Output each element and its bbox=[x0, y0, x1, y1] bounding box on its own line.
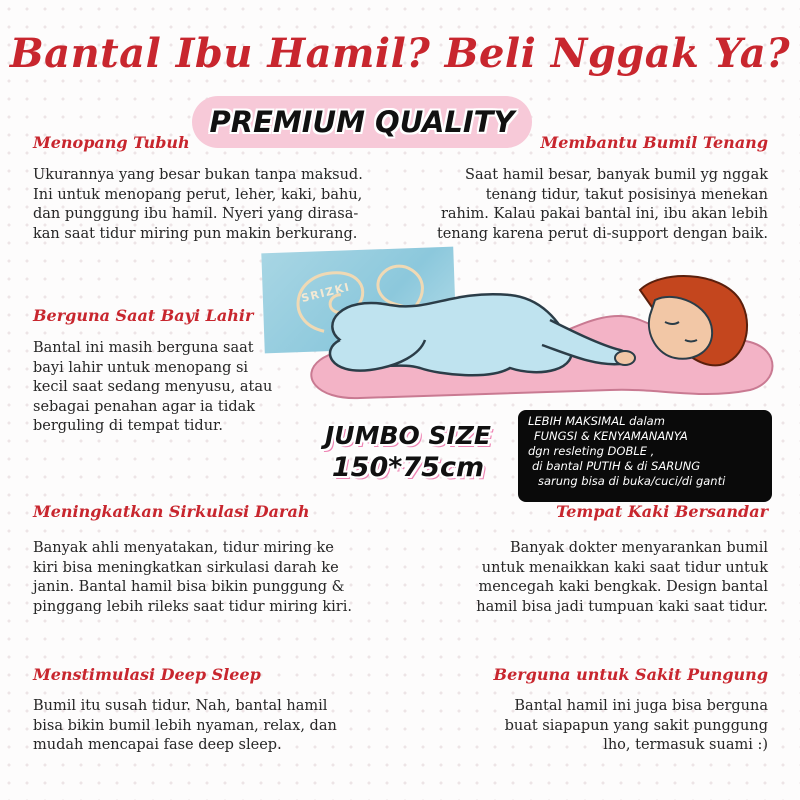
section-body-berguna-saat-bayi-lahir: Bantal ini masih berguna saat bayi lahir untuk menopang si kecil saat sedang menyusu, atau sebagai penahan agar ia tidak berguling di tempat tidur. bbox=[33, 340, 273, 434]
info-line: FUNGSI & KENYAMANANYA bbox=[534, 429, 688, 443]
section-body-membantu-bumil-tenang: Saat hamil besar, banyak bumil yg nggak tenang tidur, takut posisinya menekan rahim. Kalau pakai bantal ini, ibu akan lebih tenang karena perut di-support dengan baik. bbox=[436, 167, 768, 242]
section-body-berguna-untuk-sakit-pungung: Bantal hamil ini juga bisa berguna buat siapapun yang sakit punggung lho, termasuk suami :) bbox=[504, 698, 768, 753]
section-title-meningkatkan-sirkulasi-darah: Meningkatkan Sirkulasi Darah bbox=[33, 502, 310, 521]
section-title-tempat-kaki-bersandar: Tempat Kaki Bersandar bbox=[556, 502, 768, 521]
premium-quality-badge: PREMIUM QUALITY bbox=[192, 96, 532, 148]
info-line: di bantal PUTIH & di SARUNG bbox=[532, 459, 701, 473]
info-line: dgn resleting DOBLE , bbox=[528, 444, 655, 458]
section-title-menstimulasi-deep-sleep: Menstimulasi Deep Sleep bbox=[33, 665, 261, 684]
section-title-membantu-bumil-tenang: Membantu Bumil Tenang bbox=[540, 133, 768, 152]
section-title-berguna-untuk-sakit-pungung: Berguna untuk Sakit Pungung bbox=[493, 665, 768, 684]
section-title-menopang-tubuh: Menopang Tubuh bbox=[33, 133, 190, 152]
section-body-meningkatkan-sirkulasi-darah: Banyak ahli menyatakan, tidur miring ke kiri bisa meningkatkan sirkulasi darah ke janin. Bantal hamil bisa bikin punggung & pinggang lebih rileks saat tidur miring kiri. bbox=[33, 540, 352, 615]
section-body-menopang-tubuh: Ukurannya yang besar bukan tanpa maksud. Ini untuk menopang perut, leher, kaki, bahu, dan punggung ibu hamil. Nyeri yang dirasa- kan saat tidur miring pun makin berkurang. bbox=[33, 167, 363, 242]
section-body-menstimulasi-deep-sleep: Bumil itu susah tidur. Nah, bantal hamil bisa bikin bumil lebih nyaman, relax, dan mudah mencapai fase deep sleep. bbox=[33, 698, 337, 753]
size-dimensions: 150*75cm bbox=[331, 452, 485, 483]
section-title-berguna-saat-bayi-lahir: Berguna Saat Bayi Lahir bbox=[33, 306, 254, 325]
info-line: LEBIH MAKSIMAL dalam bbox=[528, 414, 665, 428]
size-label: JUMBO SIZE bbox=[324, 421, 491, 450]
info-line: sarung bisa di buka/cuci/di ganti bbox=[538, 474, 726, 488]
feature-info-box bbox=[518, 410, 772, 502]
section-body-tempat-kaki-bersandar: Banyak dokter menyarankan bumil untuk menaikkan kaki saat tidur untuk mencegah kaki bengkak. Design bantal hamil bisa jadi tumpuan kaki saat tidur. bbox=[476, 540, 768, 615]
jumbo-size-label bbox=[298, 420, 518, 484]
pregnant-woman-illustration bbox=[280, 250, 780, 420]
logo-text: SRIZKI bbox=[299, 280, 352, 306]
page-headline: Bantal Ibu Hamil? Beli Nggak Ya? bbox=[9, 30, 791, 77]
